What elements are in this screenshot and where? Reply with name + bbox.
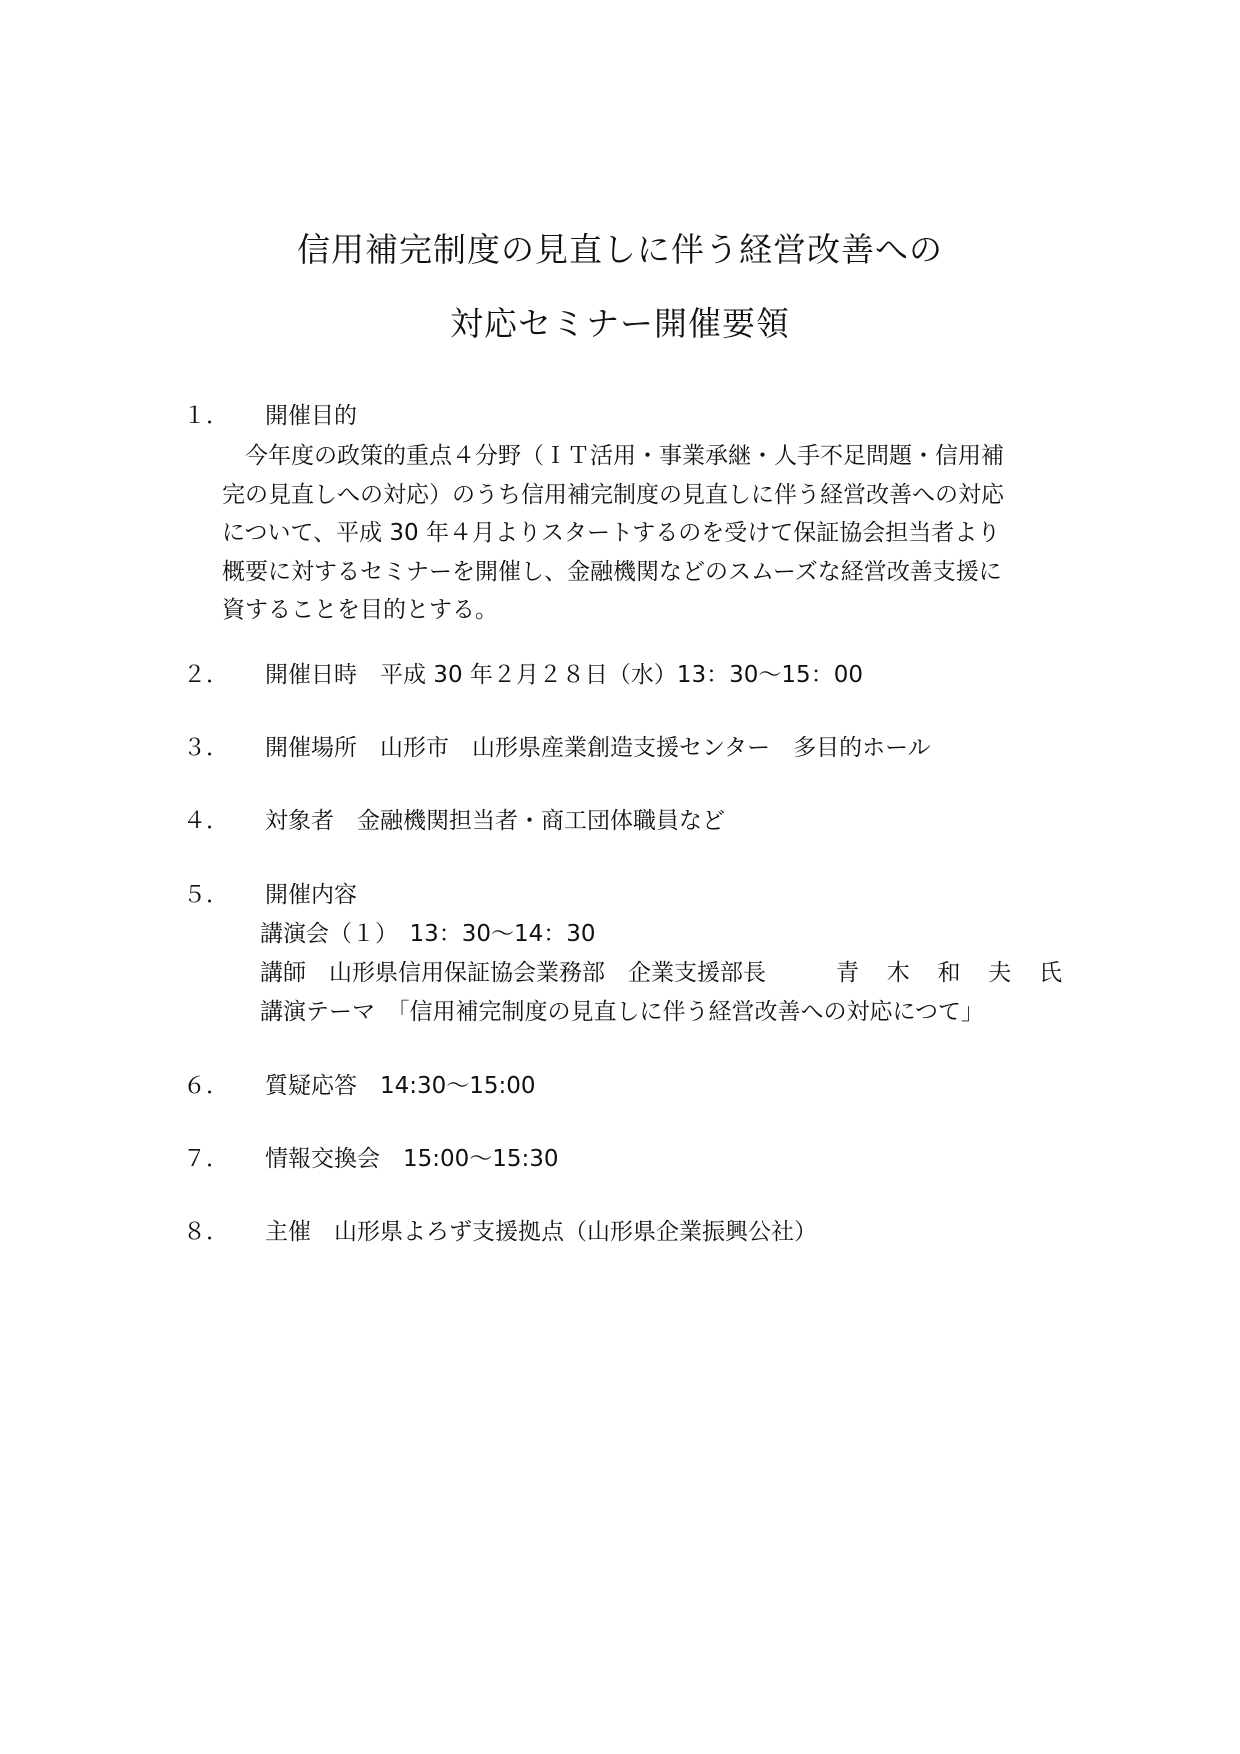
section-6-qa: 質疑応答 14:30〜15:00 (265, 1073, 536, 1099)
section-4-number: ４． (183, 808, 229, 834)
section-8-organizer: 主催 山形県よろず支援拠点（山形県企業振興公社） (265, 1219, 817, 1245)
lecture-time: 講演会（１） 13：30〜14：30 (260, 921, 596, 947)
speaker-name-char: 氏 (1039, 960, 1062, 986)
section-5-label: 開催内容 (265, 882, 357, 908)
section-7-number: ７． (183, 1146, 229, 1172)
purpose-line-4: 概要に対するセミナーを開催し、金融機関などのスムーズな経営改善支援に (222, 558, 1002, 585)
speaker-name-char: 木 (886, 960, 910, 986)
speaker-name (836, 958, 1062, 988)
section-2-number: ２． (183, 662, 229, 688)
speaker-name-char: 夫 (988, 960, 1012, 986)
section-8-number: ８． (183, 1219, 229, 1245)
title-line-1: 信用補完制度の見直しに伴う経営改善への (297, 230, 943, 269)
lecture-theme: 講演テーマ 「信用補完制度の見直しに伴う経営改善への対応につて」 (260, 999, 985, 1025)
section-3-number: ３． (183, 735, 229, 761)
section-5-number: ５． (183, 882, 229, 908)
section-1-number: １． (183, 403, 229, 429)
section-4-audience: 対象者 金融機関担当者・商工団体職員など (265, 808, 725, 834)
purpose-line-3: について、平成 30 年４月よりスタートするのを受けて保証協会担当者より (222, 520, 1001, 546)
speaker-line: 講師 山形県信用保証協会業務部 企業支援部長 (260, 960, 766, 986)
purpose-line-5: 資することを目的とする。 (222, 597, 498, 623)
section-2-datetime: 開催日時 平成 30 年２月２８日（水）13：30〜15：00 (265, 662, 863, 688)
title-line-2: 対応セミナー開催要領 (450, 304, 790, 343)
purpose-line-1: 今年度の政策的重点４分野（ＩＴ活用・事業承継・人手不足問題・信用補 (222, 443, 1004, 469)
section-7-exchange: 情報交換会 15:00〜15:30 (265, 1146, 559, 1172)
speaker-name-char: 青 (836, 960, 859, 986)
purpose-line-2: 完の見直しへの対応）のうち信用補完制度の見直しに伴う経営改善への対応 (222, 481, 1004, 508)
speaker-name-char: 和 (937, 960, 961, 986)
section-1-label: 開催目的 (265, 403, 357, 429)
section-1-body (222, 437, 1072, 630)
section-3-venue: 開催場所 山形市 山形県産業創造支援センター 多目的ホール (265, 735, 931, 761)
section-6-number: ６． (183, 1073, 229, 1099)
